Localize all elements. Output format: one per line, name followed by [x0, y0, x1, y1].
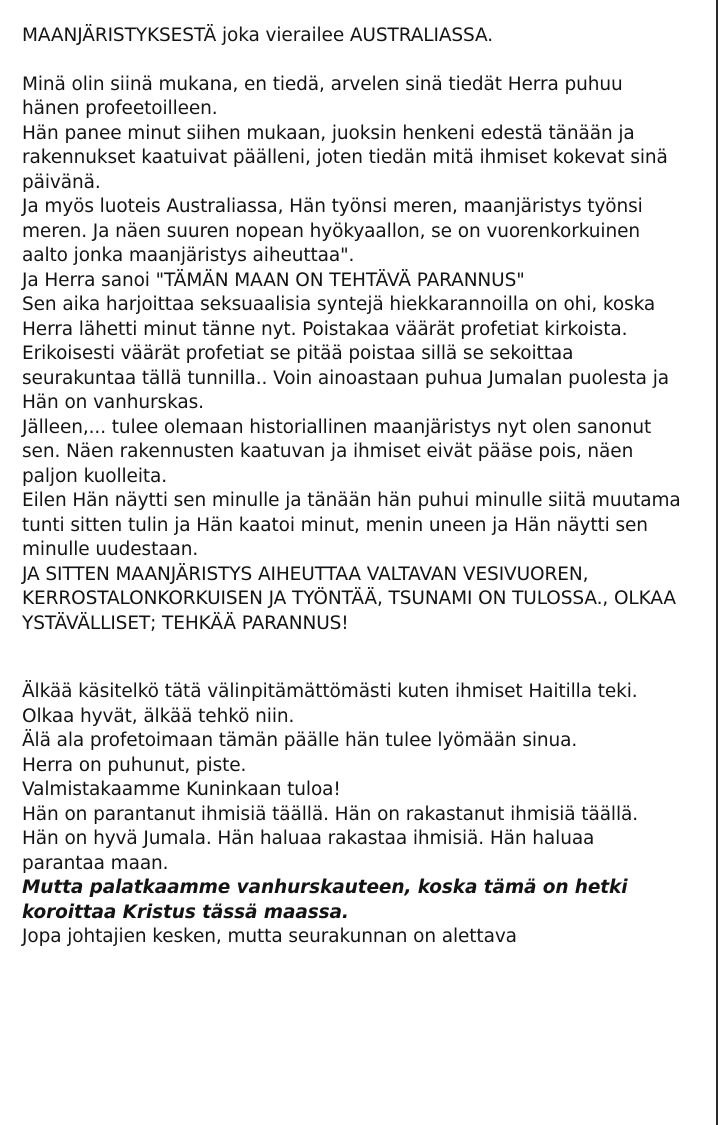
closing-paragraph: Jopa johtajien kesken, mutta seurakunnan on alettava: [22, 926, 517, 947]
paragraph: Sen aika harjoittaa seksuaalisia syntejä hiekkarannoilla on ohi, koska Herra lähetti minut tänne nyt. Poistakaa väärät profetiat kirkoista. Erikoisesti väärät profetiat se pitää poistaa sillä se sekoittaa seurakuntaa tällä tunnilla.. Voin ainoastaan puhua Jumalan puolesta ja Hän on vanhurskas.: [22, 294, 669, 413]
paragraph: Hän panee minut siihen mukaan, juoksin henkeni edestä tänään ja rakennukset kaatuivat päälleni, joten tiedän mitä ihmiset kokevat sinä päivänä.: [22, 122, 668, 193]
paragraph: Ja Herra sanoi "TÄMÄN MAAN ON TEHTÄVÄ PARANNUS": [22, 269, 525, 291]
document-title: MAANJÄRISTYKSESTÄ joka vierailee AUSTRALIASSA.: [22, 25, 494, 46]
paragraph: Hän on parantanut ihmisiä täällä. Hän on rakastanut ihmisiä täällä.: [22, 803, 639, 825]
paragraph: Valmistakaamme Kuninkaan tuloa!: [22, 779, 341, 800]
paragraph-spacer: [22, 636, 682, 660]
paragraph: Hän on hyvä Jumala. Hän haluaa rakastaa ihmisiä. Hän haluaa parantaa maan.: [22, 828, 595, 874]
paragraph-spacer: [22, 49, 682, 73]
emphasis-paragraph: Mutta palatkaamme vanhurskauteen, koska tämä on hetki koroittaa Kristus tässä maassa.: [22, 877, 628, 923]
paragraph: Ja myös luoteis Australiassa, Hän työnsi meren, maanjäristys työnsi meren. Ja näen suuren nopean hyökyaallon, se on vuorenkorkuinen aalto jonka maanjäristys aiheuttaa".: [22, 196, 643, 266]
paragraph: Minä olin siinä mukana, en tiedä, arvelen sinä tiedät Herra puhuu hänen profeetoilleen.: [22, 73, 623, 119]
paragraph: Eilen Hän näytti sen minulle ja tänään hän puhui minulle siitä muutama tunti sitten tulin ja Hän kaatoi minut, menin uneen ja Hän näytti sen minulle uudestaan.: [22, 490, 681, 560]
paragraph-uppercase: JA SITTEN MAANJÄRISTYS AIHEUTTAA VALTAVAN VESIVUOREN, KERROSTALONKORKUISEN JA TYÖNTÄÄ, TSUNAMI ON TULOSSA., OLKAA YSTÄVÄLLISET; TEHKÄÄ PARANNUS!: [22, 563, 676, 634]
paragraph: Olkaa hyvät, älkää tehkö niin.: [22, 705, 295, 727]
paragraph-spacer: [22, 660, 682, 680]
document-body: [22, 24, 682, 950]
paragraph: Älkää käsitelkö tätä välinpitämättömästi kuten ihmiset Haitilla teki.: [22, 681, 638, 702]
paragraph: Älä ala profetoimaan tämän päälle hän tulee lyömään sinua.: [22, 730, 578, 751]
paragraph: Herra on puhunut, piste.: [22, 754, 247, 776]
paragraph: Jälleen,... tulee olemaan historiallinen maanjäristys nyt olen sanonut sen. Näen rakennusten kaatuvan ja ihmiset eivät pääse pois, näen paljon kuolleita.: [22, 416, 652, 487]
